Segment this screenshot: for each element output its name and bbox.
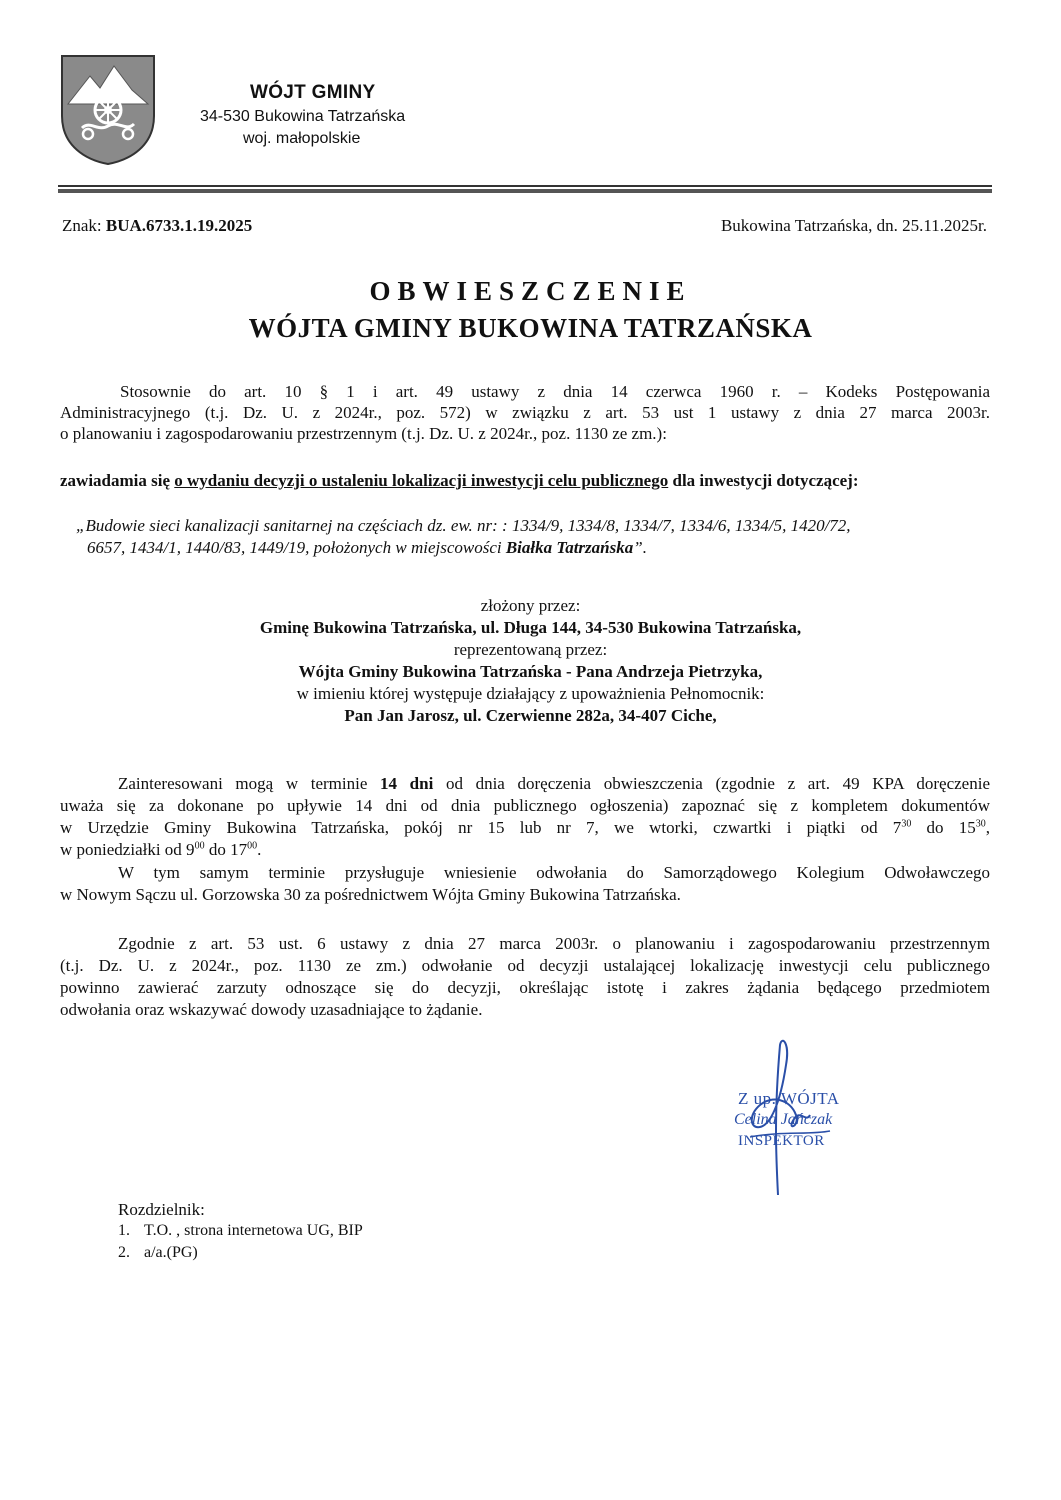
notice-pre: zawiadamia się <box>60 471 175 490</box>
distribution-item-number: 2. <box>118 1244 130 1261</box>
distribution-item <box>118 1222 363 1240</box>
monday-hours-sup-2: 00 <box>247 840 258 852</box>
notice-subject: o wydaniu decyzji o ustaleniu lokalizacji inwestycji celu publicznego <box>174 471 669 490</box>
reference-number: BUA.6733.1.19.2025 <box>105 216 253 235</box>
distribution-item <box>118 1244 198 1262</box>
stamp-line-1: Z up. WÓJTA <box>738 1089 840 1108</box>
office-hours-end: , <box>985 818 991 837</box>
applicant-name: Gminę Bukowina Tatrzańska, ul. Długa 144, 34-530 Bukowina Tatrzańska, <box>259 618 802 637</box>
office-hours-sup-1: 30 <box>901 818 912 830</box>
issuer-province: woj. małopolskie <box>243 130 361 147</box>
reference-label: Znak: <box>62 216 106 235</box>
deadline-line-5: W tym samym terminie przysługuje wniesienie odwołania do Samorządowego Kolegium Odwoławczego <box>118 863 990 882</box>
intro-line-3: o planowaniu i zagospodarowaniu przestrzennym (t.j. Dz. U. z 2024r., poz. 1130 ze zm.): <box>60 424 667 443</box>
notice-line <box>60 470 990 491</box>
represented-by-label: reprezentowaną przez: <box>453 640 608 659</box>
issuer-address: 34-530 Bukowina Tatrzańska <box>200 108 406 125</box>
monday-hours-to: do 17 <box>204 840 248 859</box>
coat-of-arms-icon <box>60 54 156 166</box>
stamp-line-2: Celina Jańczak <box>734 1111 833 1128</box>
header-divider-thick <box>58 189 992 193</box>
investment-parcels: 6657, 1434/1, 1440/83, 1449/19, położonych w miejscowości <box>87 538 506 557</box>
header-divider <box>58 185 992 187</box>
office-hours-sup-2: 30 <box>975 818 986 830</box>
representative-name: Wójta Gminy Bukowina Tatrzańska - Pana Andrzeja Pietrzyka, <box>298 662 763 681</box>
investment-line-1: „Budowie sieci kanalizacji sanitarnej na częściach dz. ew. nr: : 1334/9, 1334/8, 1334/7, 1334/6, 1334/5, 1420/72, <box>76 516 851 535</box>
issuer-title: WÓJT GMINY <box>250 82 376 103</box>
on-behalf-label: w imieniu której występuje działający z upoważnienia Pełnomocnik: <box>296 684 765 703</box>
notice-post: dla inwestycji dotyczącej: <box>668 471 859 490</box>
document-date: Bukowina Tatrzańska, dn. 25.11.2025r. <box>720 216 987 235</box>
deadline-days: 14 dni <box>380 774 434 793</box>
document-title: OBWIESZCZENIE <box>369 276 692 306</box>
appeal-line-1: Zgodnie z art. 53 ust. 6 ustawy z dnia 27 marca 2003r. o planowaniu i zagospodarowaniu przestrzennym <box>118 934 990 953</box>
submitted-by-label: złożony przez: <box>480 596 581 615</box>
deadline-line-2: uważa się za dokonane po upływie 14 dni od dnia publicznego ogłoszenia) zapoznać się z kompletem dokumentów <box>60 796 990 815</box>
investment-line-2 <box>87 538 647 558</box>
deadline-line-1 <box>118 773 990 794</box>
reference-sign <box>62 216 252 236</box>
deadline-line-4 <box>60 839 990 860</box>
intro-line-2: Administracyjnego (t.j. Dz. U. z 2024r., poz. 572) w związku z art. 53 ust 1 ustawy z dnia 27 marca 2003r. <box>60 403 990 422</box>
investment-location: Białka Tatrzańska <box>505 538 634 557</box>
distribution-title: Rozdzielnik: <box>118 1200 205 1219</box>
deadline-text-2: od dnia doręczenia obwieszczenia (zgodnie z art. 49 KPA doręczenie <box>433 774 990 793</box>
distribution-item-number: 1. <box>118 1222 130 1239</box>
monday-hours-sup-1: 00 <box>194 840 205 852</box>
intro-line-1: Stosownie do art. 10 § 1 i art. 49 ustawy z dnia 14 czerwca 1960 r. – Kodeks Postępowania <box>120 382 990 401</box>
distribution-item-text: a/a.(PG) <box>144 1244 198 1261</box>
appeal-line-3: powinno zawierać zarzuty odnoszące się do decyzji, określając istotę i zakres żądania będącego przedmiotem <box>60 978 990 997</box>
office-hours-to: do 15 <box>911 818 976 837</box>
monday-hours-text: w poniedziałki od 9 <box>60 840 195 859</box>
stamp-line-3: INSPEKTOR <box>738 1133 825 1149</box>
proxy-name: Pan Jan Jarosz, ul. Czerwienne 282a, 34-407 Ciche, <box>344 706 717 725</box>
deadline-text-1: Zainteresowani mogą w terminie <box>118 774 381 793</box>
appeal-line-2: (t.j. Dz. U. z 2024r., poz. 1130 ze zm.) odwołanie od decyzji ustalającej lokalizację inwestycji celu publicznego <box>60 956 990 975</box>
signature-stamp <box>720 1035 860 1200</box>
office-hours-text: w Urzędzie Gminy Bukowina Tatrzańska, pokój nr 15 lub nr 7, we wtorki, czwartki i piątki od 7 <box>60 818 902 837</box>
document-subtitle: WÓJTA GMINY BUKOWINA TATRZAŃSKA <box>248 313 813 343</box>
monday-hours-end: . <box>257 840 262 859</box>
deadline-line-3 <box>60 817 990 838</box>
deadline-line-6: w Nowym Sączu ul. Gorzowska 30 za pośrednictwem Wójta Gminy Bukowina Tatrzańska. <box>60 885 681 904</box>
distribution-item-text: T.O. , strona internetowa UG, BIP <box>144 1222 363 1239</box>
appeal-line-4: odwołania oraz wskazywać dowody uzasadniające to żądanie. <box>60 1000 483 1019</box>
investment-close: ”. <box>633 538 647 557</box>
